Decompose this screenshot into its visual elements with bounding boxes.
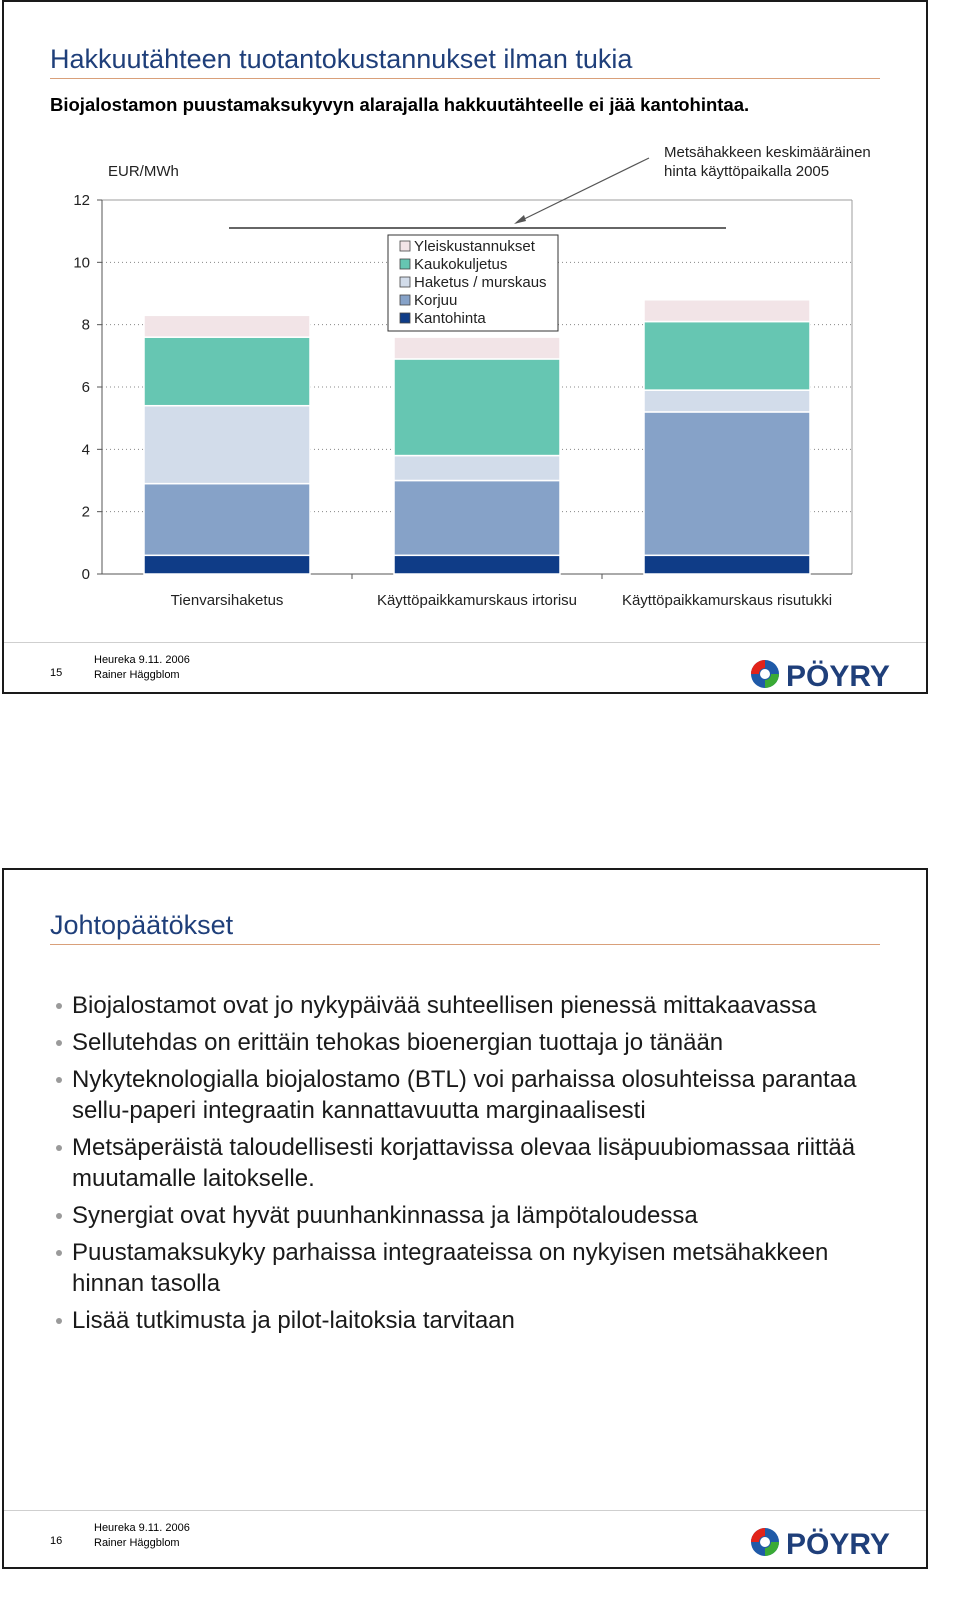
legend-swatch (400, 259, 410, 269)
slide-title: Johtopäätökset (50, 910, 234, 940)
legend-label: Kantohinta (414, 310, 486, 327)
bar-segment (394, 337, 560, 359)
bar-segment (644, 322, 810, 391)
logo-wordmark: PÖYRY (786, 660, 890, 693)
legend-swatch (400, 313, 410, 323)
bar-segment (644, 555, 810, 574)
y-tick-label: 8 (81, 316, 90, 334)
y-tick-label: 12 (73, 192, 90, 209)
slide-16 (2, 868, 928, 1569)
bullet-item: Nykyteknologialla biojalostamo (BTL) voi parhaissa olosuhteissa parantaa sellu-paperi integraatin kannattavuutta marginaalisesti (54, 1064, 884, 1126)
stacked-bar-chart (4, 122, 930, 642)
poyry-logo (748, 1522, 918, 1562)
x-category-label: Tienvarsihaketus (170, 592, 284, 609)
bar-segment (394, 481, 560, 556)
bar-segment (394, 555, 560, 574)
annotation-arrow-head (514, 215, 526, 224)
bar-segment (144, 315, 310, 337)
legend-label: Kaukokuljetus (414, 256, 508, 273)
bar-segment (144, 484, 310, 556)
conclusions-list (54, 990, 884, 1342)
footer-divider (4, 642, 926, 643)
bullet-dot-icon (56, 1040, 62, 1046)
footer-event-date: Heureka 9.11. 2006 (94, 654, 190, 666)
legend-swatch (400, 295, 410, 305)
y-tick-label: 4 (81, 441, 90, 459)
bar-segment (144, 555, 310, 574)
x-category-label: Käyttöpaikkamurskaus risutukki (621, 592, 833, 609)
title-divider (50, 944, 880, 945)
footer-meta (94, 1521, 190, 1551)
legend-swatch (400, 241, 410, 251)
footer-divider (4, 1510, 926, 1511)
bar-segment (394, 456, 560, 481)
bar-segment (144, 406, 310, 484)
title-divider (50, 78, 880, 79)
annotation-arrow (516, 158, 649, 223)
footer-event-date: Heureka 9.11. 2006 (94, 1522, 190, 1534)
x-category-label: Käyttöpaikkamurskaus irtorisu (376, 592, 578, 609)
legend (388, 235, 558, 331)
footer-meta (94, 653, 190, 683)
y-tick-label: 0 (81, 566, 90, 583)
bullet-dot-icon (56, 1318, 62, 1324)
legend-label: Haketus / murskaus (414, 274, 547, 291)
bar-segment (644, 300, 810, 322)
footer-author: Rainer Häggblom (94, 1537, 180, 1549)
y-tick-label: 10 (73, 254, 90, 272)
y-axis-label: EUR/MWh (108, 163, 179, 180)
bullet-item: Synergiat ovat hyvät puunhankinnassa ja lämpötaloudessa (54, 1200, 884, 1231)
logo-wordmark: PÖYRY (786, 1528, 890, 1561)
bullet-dot-icon (56, 1213, 62, 1219)
y-tick-label: 6 (81, 379, 90, 396)
bullet-item: Sellutehdas on erittäin tehokas bioenergian tuottaja jo tänään (54, 1027, 884, 1058)
legend-label: Yleiskustannukset (414, 238, 535, 255)
bullet-item: Metsäperäistä taloudellisesti korjattavissa olevaa lisäpuubiomassaa riittää muutamalle laitokselle. (54, 1132, 884, 1194)
bullet-dot-icon (56, 1077, 62, 1083)
bullet-dot-icon (56, 1003, 62, 1009)
page-number: 15 (50, 667, 63, 679)
bar-segment (644, 390, 810, 412)
bullet-item: Lisää tutkimusta ja pilot-laitoksia tarvitaan (54, 1305, 884, 1336)
slide-title: Hakkuutähteen tuotantokustannukset ilman tukia (50, 44, 633, 74)
legend-swatch (400, 277, 410, 287)
bullet-item: Puustamaksukyky parhaissa integraateissa on nykyisen metsähakkeen hinnan tasolla (54, 1237, 884, 1299)
reference-line-annotation: Metsähakkeen keskimääräinen hinta käyttöpaikalla 2005 (664, 144, 871, 180)
y-tick-label: 2 (81, 503, 90, 521)
page-number: 16 (50, 1535, 63, 1547)
slide-15 (2, 0, 928, 694)
bar-segment (394, 359, 560, 456)
slide-subtitle: Biojalostamon puustamaksukyvyn alarajalla hakkuutähteelle ei jää kantohintaa. (50, 94, 750, 115)
bullet-dot-icon (56, 1145, 62, 1151)
bar-segment (144, 337, 310, 406)
poyry-logo (748, 654, 918, 694)
bullet-dot-icon (56, 1250, 62, 1256)
bullet-item: Biojalostamot ovat jo nykypäivää suhteellisen pienessä mittakaavassa (54, 990, 884, 1021)
bar-segment (644, 412, 810, 555)
footer-author: Rainer Häggblom (94, 669, 180, 681)
legend-label: Korjuu (414, 292, 458, 309)
